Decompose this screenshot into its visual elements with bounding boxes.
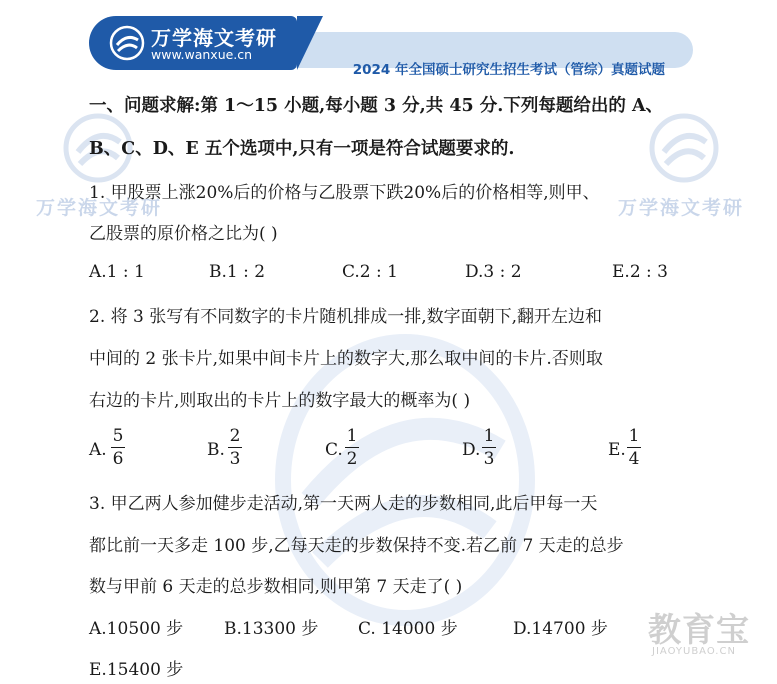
q3-option-b: B.13300 步 <box>224 619 319 639</box>
watermark-logo-right <box>648 112 720 184</box>
q2-option-a-denominator: 6 <box>112 449 124 469</box>
q1-stem-line-1: 1. 甲股票上涨20%后的价格与乙股票下跌20%后的价格相等,则甲、 <box>89 183 600 203</box>
q2-option-e-denominator: 4 <box>628 449 640 469</box>
q1-option-a: A.1 : 1 <box>89 262 145 282</box>
q1-option-e: E.2 : 3 <box>612 262 668 282</box>
q2-option-a-numerator: 5 <box>112 426 124 446</box>
watermark-jiaoyubao-cn: 教育宝 <box>648 610 750 649</box>
wanxue-logo-icon <box>109 25 145 61</box>
q1-option-b: B.1 : 2 <box>209 262 266 282</box>
q2-option-d-fraction <box>481 426 497 469</box>
q1-option-d: D.3 : 2 <box>465 262 522 282</box>
q2-option-b-fraction <box>227 426 243 469</box>
q2-option-a-label: A. <box>89 440 107 460</box>
q3-option-c: C. 14000 步 <box>358 619 458 639</box>
watermark-jiaoyubao <box>648 604 760 664</box>
q2-option-c-denominator: 2 <box>346 449 358 469</box>
watermark-text-right: 万学海文考研 <box>618 197 745 219</box>
q2-option-c-numerator: 1 <box>346 426 358 446</box>
section-heading-line-2: B、C、D、E 五个选项中,只有一项是符合试题要求的. <box>89 139 515 159</box>
watermark-text-left: 万学海文考研 <box>36 197 163 219</box>
watermark-jiaoyubao-en: JIAOYUBAO.CN <box>652 646 736 657</box>
q3-option-a: A.10500 步 <box>89 619 184 639</box>
section-heading-line-1: 一、问题求解:第 1～15 小题,每小题 3 分,共 45 分.下列每题给出的 A、 <box>89 96 664 116</box>
q1-option-c: C.2 : 1 <box>342 262 398 282</box>
q2-option-d-denominator: 3 <box>483 449 495 469</box>
q2-option-e-label: E. <box>608 440 626 460</box>
q3-stem-line-2: 都比前一天多走 100 步,乙每天走的步数保持不变.若乙前 7 天走的总步 <box>89 536 624 556</box>
q2-option-d-numerator: 1 <box>483 426 495 446</box>
brand-url: www.wanxue.cn <box>151 47 253 62</box>
brand-logo <box>89 16 297 70</box>
brand-name: 万学海文考研 <box>151 26 277 50</box>
q3-option-e: E.15400 步 <box>89 660 184 680</box>
exam-title: 2024 年全国硕士研究生招生考试（管综）真题试题 <box>352 62 665 78</box>
q2-option-e-numerator: 1 <box>628 426 640 446</box>
q2-option-b-label: B. <box>207 440 225 460</box>
q2-option-a-fraction <box>110 426 126 469</box>
q3-option-d: D.14700 步 <box>513 619 608 639</box>
q2-option-d-label: D. <box>462 440 481 460</box>
q2-stem-line-3: 右边的卡片,则取出的卡片上的数字最大的概率为( ) <box>89 391 471 411</box>
q2-option-e-fraction <box>626 426 642 469</box>
q3-stem-line-3: 数与甲前 6 天走的总步数相同,则甲第 7 天走了( ) <box>89 577 463 597</box>
q2-option-b-numerator: 2 <box>229 426 241 446</box>
q2-option-b-denominator: 3 <box>229 449 241 469</box>
page-header <box>89 16 693 78</box>
q2-stem-line-2: 中间的 2 张卡片,如果中间卡片上的数字大,那么取中间的卡片.否则取 <box>89 349 603 369</box>
q2-option-c-fraction <box>344 426 360 469</box>
q2-option-c-label: C. <box>325 440 343 460</box>
q1-stem-line-2: 乙股票的原价格之比为( ) <box>89 224 278 244</box>
q2-stem-line-1: 2. 将 3 张写有不同数字的卡片随机排成一排,数字面朝下,翻开左边和 <box>89 307 603 327</box>
q3-stem-line-1: 3. 甲乙两人参加健步走活动,第一天两人走的步数相同,此后甲每一天 <box>89 494 598 514</box>
